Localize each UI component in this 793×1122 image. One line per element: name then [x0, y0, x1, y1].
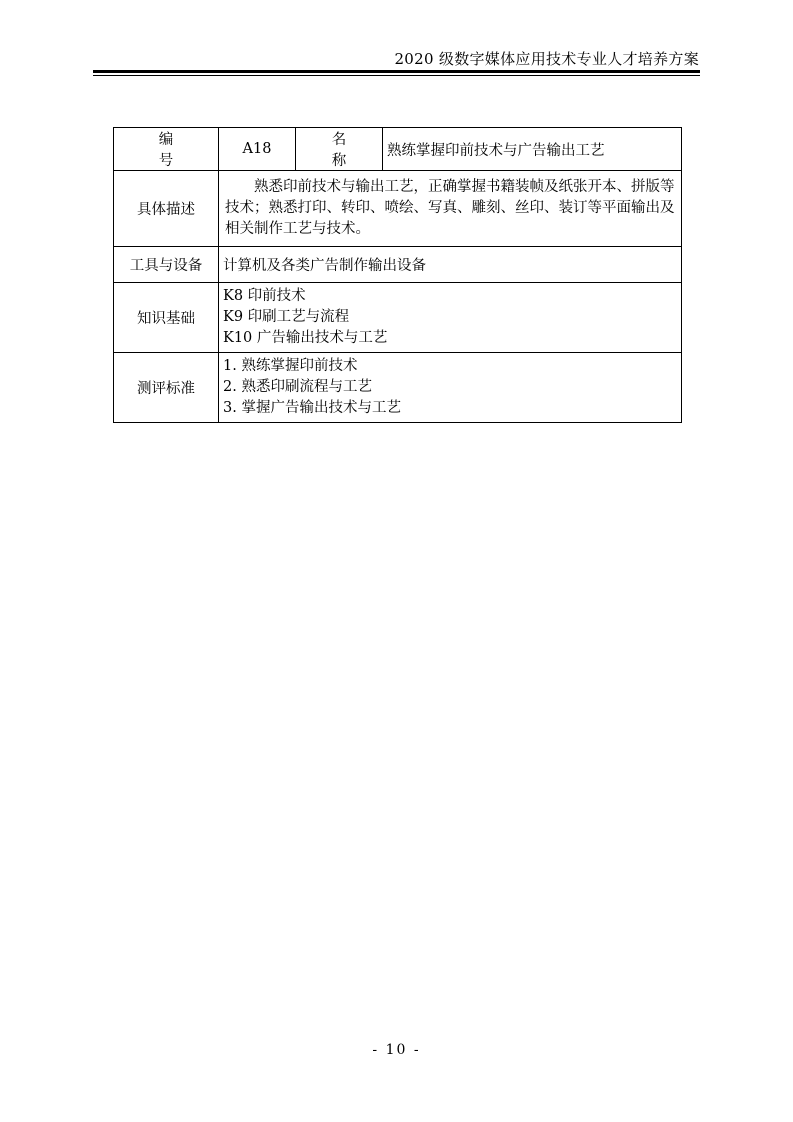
list-item: 1. 熟练掌握印前技术 — [223, 358, 358, 374]
list-item: K10 广告输出技术与工艺 — [223, 330, 388, 346]
tools-label: 工具与设备 — [114, 247, 219, 283]
list-item: K8 印前技术 — [223, 288, 306, 304]
header-rule-thick — [93, 70, 700, 73]
competency-table — [113, 127, 682, 423]
id-label: 编号 — [114, 128, 219, 171]
name-value: 熟练掌握印前技术与广告输出工艺 — [383, 128, 682, 171]
knowledge-list — [219, 283, 682, 353]
id-value: A18 — [219, 128, 296, 171]
table-row — [114, 128, 682, 171]
list-item: 2. 熟悉印刷流程与工艺 — [223, 379, 372, 395]
table-row — [114, 171, 682, 247]
assessment-label: 测评标准 — [114, 353, 219, 423]
list-item: K9 印刷工艺与流程 — [223, 309, 350, 325]
page-number: - 10 - — [372, 1042, 421, 1058]
description-text: 熟悉印前技术与输出工艺，正确掌握书籍装帧及纸张开本、拼版等技术；熟悉打印、转印、喷绘、写真、雕刻、丝印、装订等平面输出及相关制作工艺与技术。 — [219, 171, 682, 247]
knowledge-label: 知识基础 — [114, 283, 219, 353]
header-rule-thin — [93, 75, 700, 76]
document-title: 2020 级数字媒体应用技术专业人才培养方案 — [394, 50, 699, 68]
name-label: 名称 — [296, 128, 383, 171]
list-item: 3. 掌握广告输出技术与工艺 — [223, 400, 401, 416]
tools-text: 计算机及各类广告制作输出设备 — [219, 247, 682, 283]
description-label: 具体描述 — [114, 171, 219, 247]
assessment-list — [219, 353, 682, 423]
table-row — [114, 247, 682, 283]
table-row — [114, 353, 682, 423]
table-row — [114, 283, 682, 353]
